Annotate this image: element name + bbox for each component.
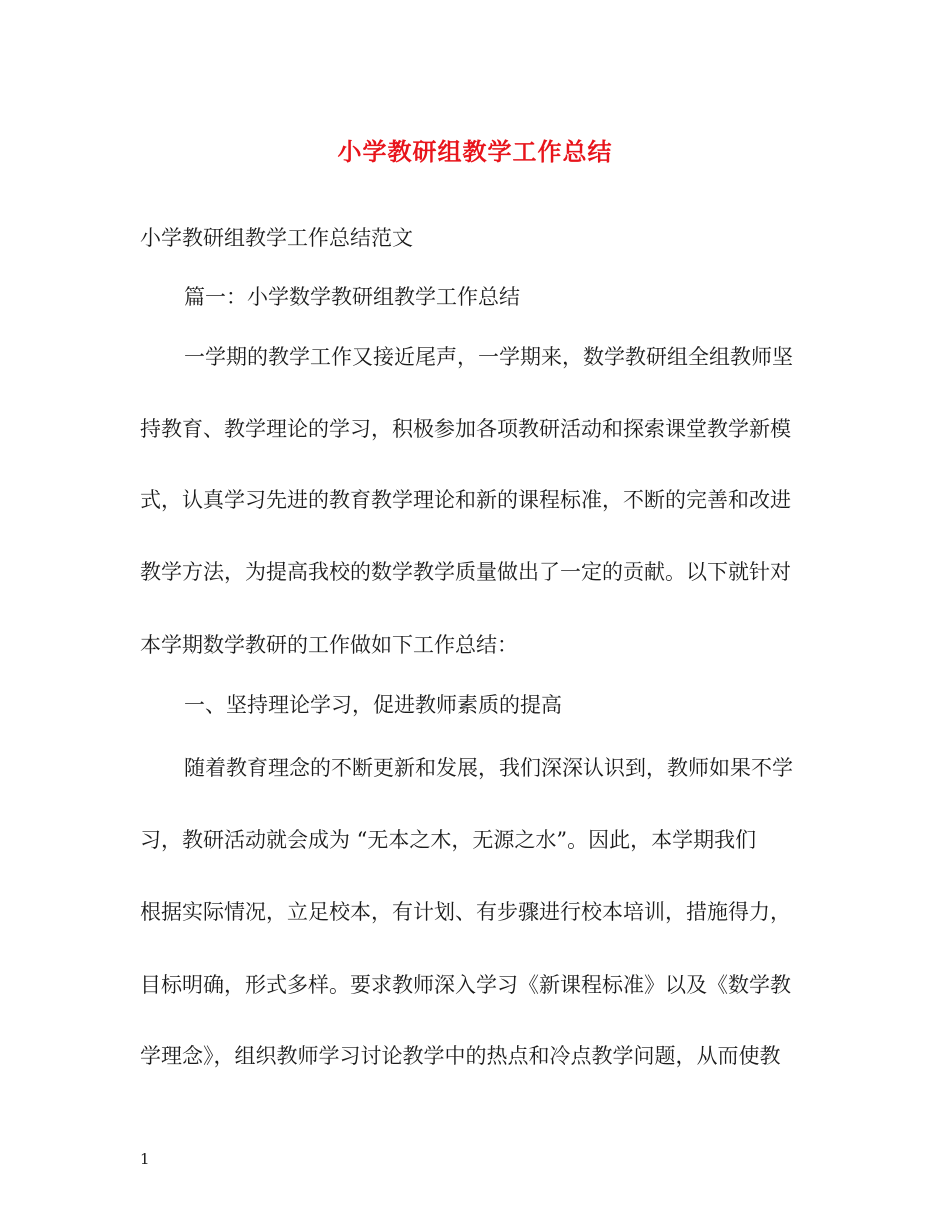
subtitle-line: 小学教研组教学工作总结范文 bbox=[140, 226, 413, 250]
paragraph-line: 持教育、教学理论的学习，积极参加各项教研活动和探索课堂教学新模 bbox=[140, 417, 791, 441]
page-number: 1 bbox=[140, 1150, 150, 1168]
document-title: 小学教研组教学工作总结 bbox=[337, 137, 613, 166]
paragraph-line: 习，教研活动就会成为 “无本之木，无源之水”。因此，本学期我们 bbox=[140, 828, 757, 852]
section-heading-line: 篇一：小学数学教研组教学工作总结 bbox=[184, 285, 520, 309]
paragraph-line: 学理念》，组织教师学习讨论教学中的热点和冷点教学问题，从而使教 bbox=[140, 1044, 781, 1068]
paragraph-line: 目标明确，形式多样。要求教师深入学习《新课程标准》以及《数学教 bbox=[140, 973, 791, 997]
section-heading-line: 一、坚持理论学习，促进教师素质的提高 bbox=[184, 693, 562, 717]
paragraph-line: 一学期的教学工作又接近尾声，一学期来，数学教研组全组教师坚 bbox=[184, 345, 793, 369]
paragraph-line: 教学方法，为提高我校的数学教学质量做出了一定的贡献。以下就针对 bbox=[140, 560, 791, 584]
paragraph-line: 随着教育理念的不断更新和发展，我们深深认识到，教师如果不学 bbox=[184, 756, 793, 780]
paragraph-line: 本学期数学教研的工作做如下工作总结： bbox=[140, 633, 518, 657]
paragraph-line: 根据实际情况，立足校本，有计划、有步骤进行校本培训，措施得力， bbox=[140, 900, 791, 924]
paragraph-line: 式，认真学习先进的教育教学理论和新的课程标准，不断的完善和改进 bbox=[140, 488, 791, 512]
